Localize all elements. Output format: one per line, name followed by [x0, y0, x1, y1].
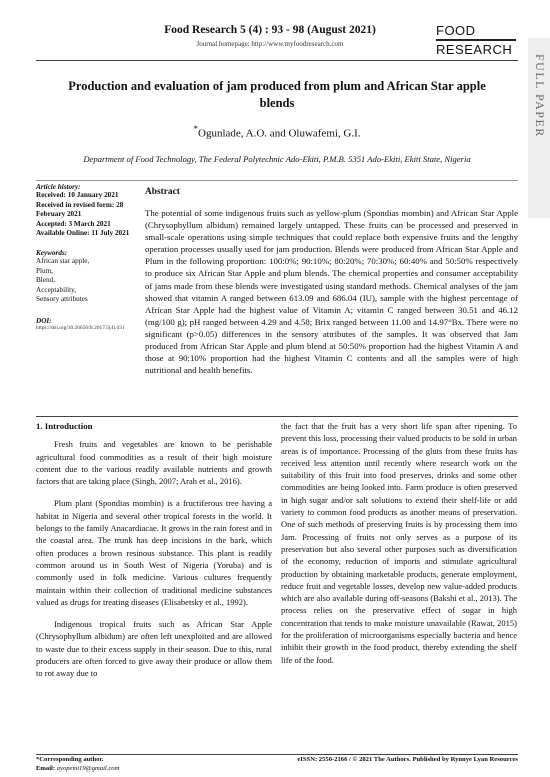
- article-history-item: Received in revised form: 28 February 2021: [36, 200, 124, 219]
- abstract-divider: [36, 416, 518, 417]
- intro-paragraph-4: the fact that the fruit has a very short life span after ripening. To prevent this loss, processing their valued products to be sold in urban areas is of importance. Processing of the gluts from these fruits has received less attention until recently where research work on the suitability of this fruit into food preserves, drinks and some other commodities are being looked into. Farm produce is often preserved in high sugar and/or salt solutions to extend their shelf-life or add variety to common food products as another means of preservation. One of such methods of preserving fruits is by processing them into Jam. Processing of fruits not only serves as a purpose of its preservation but also several other purposes such as diversification of the economy, reduction of imports and stimulate agricultural production by obtaining marketable products, generate employment, reduce fruit and vegetable losses, develop new value-added products which are also available during off-seasons (Bakshi et al., 2013). The process relies on the preservative effect of sugar in high concentration that tends to make moisture unavailable (Rawat, 2015) for the proliferation of microorganisms especially bacteria and hence inhibit their growth in the food product, thereby extending the shelf life of the food.: [281, 421, 517, 665]
- article-history-item: Received: 10 January 2021: [36, 191, 119, 199]
- corresponding-mark: *: [193, 124, 199, 134]
- keyword-item: African star apple,: [36, 256, 90, 265]
- article-history-item: Available Online: 11 July 2021: [36, 229, 130, 238]
- publisher-copyright: eISSN: 2550-2166 / © 2021 The Authors. Published by Rynnye Lyan Resources: [297, 756, 518, 763]
- corresponding-author-note: [36, 755, 119, 773]
- body-column-left: [36, 420, 272, 680]
- article-history-label: Article history:: [36, 183, 81, 191]
- article-authors: [50, 124, 504, 140]
- journal-citation: Food Research 5 (4) : 93 - 98 (August 2021): [164, 24, 376, 36]
- intro-paragraph-1: Fresh fruits and vegetables are known to be perishable agricultural food commodities as a result of their high moisture content due to the various readily available nutrients and growth factors that are taking place (Singh, 2007; Arah et al., 2016).: [36, 439, 272, 487]
- intro-paragraph-3: Indigenous tropical fruits such as African Star Apple (Chrysophyllum albidum) are often left unexploited and are allowed to waste due to their excess supply in their season. Due to this, rural producers are often forced to give away their produce or allow them to rot away due to: [36, 619, 272, 679]
- keywords-list: [36, 257, 136, 305]
- doi-label: DOI:: [36, 316, 52, 325]
- logo-line-research: RESEARCH: [436, 39, 516, 58]
- logo-line-food: FOOD: [436, 23, 476, 38]
- abstract-section: [145, 183, 518, 376]
- doi-link[interactable]: https://doi.org/10.26656/fr.2017.5(4).031: [36, 324, 125, 331]
- author-names: Ogunlade, A.O. and Oluwafemi, G.I.: [198, 127, 361, 140]
- article-history-list: [36, 191, 136, 239]
- page-header: [0, 0, 550, 62]
- abstract-text: The potential of some indigenous fruits such as yellow-plum (Spondias mombin) and African Star Apple (Chrysophyllum albidum) remained largely untapped. These fruits can be processed and preserved in small-scale operations using simple techniques that could replace both expensive fruits and the lengthy operation processes usually used for jam production. Blends were produced from African Star Apple and Plum in the following proportion: 100:0%; 90:10%; 80:20%; 70:30%; 60:40% and 50:50% respectively to produce six African Star Apple and plum blends. The chemical properties and consumer acceptability of jams made from these blends were investigated using standard methods. Chemical analyses of the jam showed that vitamin A ranged between 613.09 and 686.04 (IU), sample with the highest percentage of African Star Apple had the highest value of Vitamin A; vitamin C ranged between 30.51 and 46.12 (mg/100 g); pH ranged between 4.29 and 4.58; Brix ranged between 11.00 and 14.97°Bx. There were no significant (p>0.05) differences in the sensory attributes of the samples. It was observed that Jam produced from African Star Apple and plum blend at 50:50% proportion had the highest Vitamin A and those at 90:10% proportion had the highest Vitamin C contents and all the samples were of high nutritional and health benefits.: [145, 208, 518, 376]
- corresponding-email[interactable]: ayopemi19@gmail.com: [56, 765, 120, 772]
- email-label: Email:: [36, 765, 56, 772]
- full-paper-tab: [528, 38, 550, 218]
- keyword-item: Acceptability,: [36, 285, 77, 294]
- journal-logo: [436, 22, 516, 58]
- keyword-item: Blend,: [36, 276, 55, 285]
- keywords-label: Keywords:: [36, 248, 68, 257]
- full-paper-label: FULL PAPER: [533, 54, 547, 138]
- article-history-item: Accepted: 3 March 2021: [36, 219, 111, 228]
- journal-homepage[interactable]: Journal homepage: http://www.myfoodresearch.com: [196, 40, 344, 48]
- header-divider: [36, 60, 518, 61]
- article-title: Production and evaluation of jam produced from plum and African Star apple blends: [68, 79, 486, 110]
- article-info-sidebar: [36, 183, 136, 332]
- body-column-right: [281, 420, 517, 676]
- affiliation-divider: [36, 180, 518, 181]
- abstract-heading: Abstract: [145, 187, 180, 197]
- section-heading-introduction: 1. Introduction: [36, 421, 93, 431]
- corresponding-author-label: *Corresponding author.: [36, 756, 104, 763]
- author-affiliation: Department of Food Technology, The Federal Polytechnic Ado-Ekiti, P.M.B. 5351 Ado-Ekiti, Ekiti State, Nigeria: [83, 154, 471, 164]
- keyword-item: Sensory attributes: [36, 295, 88, 304]
- keyword-item: Plum,: [36, 266, 53, 275]
- intro-paragraph-2: Plum plant (Spondias mombin) is a fructiferous tree having a habitat in Nigeria and several other tropical forests in the world. It belongs to the family Anacardiacae. It grows in the rain forest and in the coastal area. The trunk has deep incisions in the bark, which often produces a brown resinous substance. This plant is readily common around us in South West of Nigeria (Yoruba) and is commonly used in folk medicine. Various cultures frequently maintain within their collection of traditional medicine substances valued as drugs for treating diseases (Elisabetsky et al., 1992).: [36, 498, 272, 607]
